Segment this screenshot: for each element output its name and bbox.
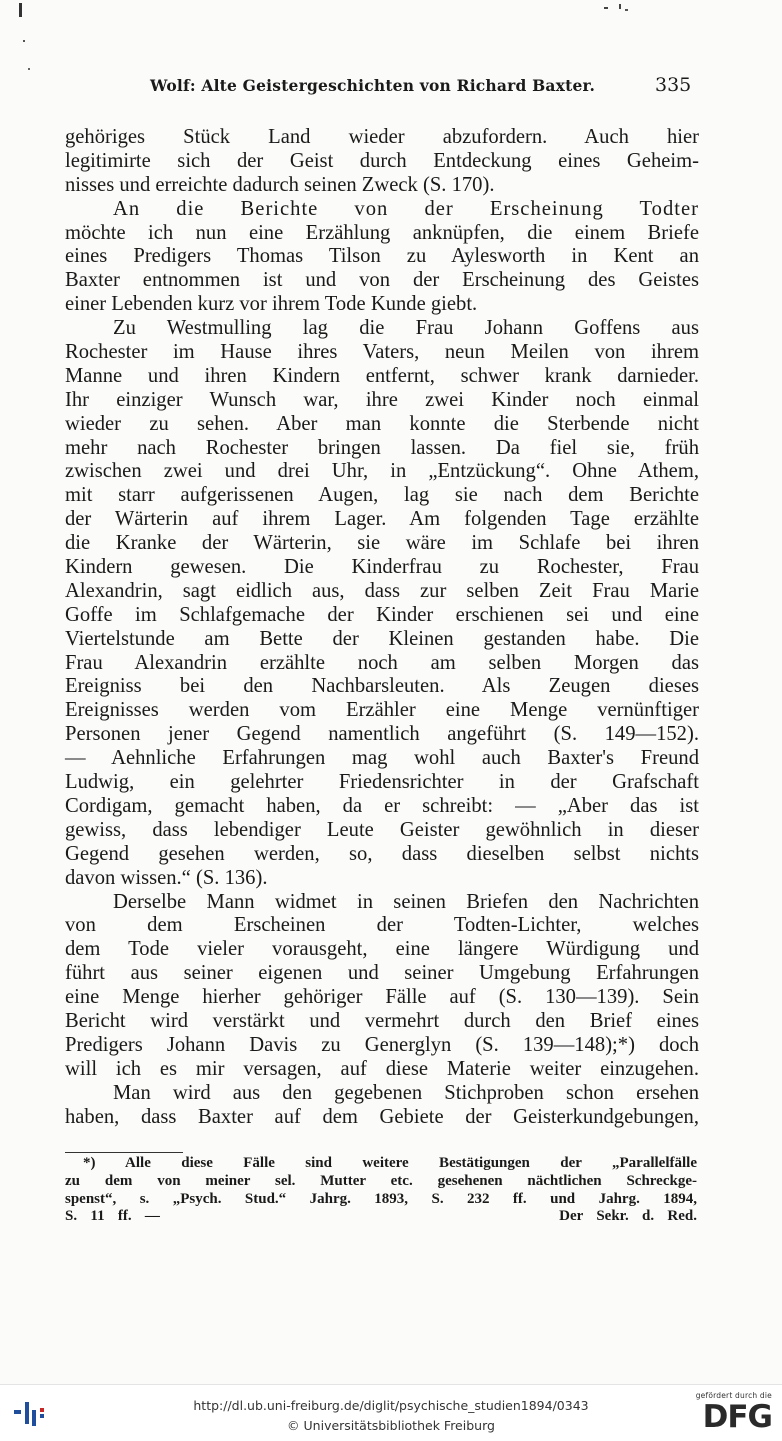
text-line: Ihr einziger Wunsch war, ihre zwei Kinder noch einmal xyxy=(65,388,699,411)
dfg-caption: gefördert durch die xyxy=(695,1391,772,1400)
text-line: Bericht wird verstärkt und vermehrt durch den Brief eines xyxy=(65,1009,699,1032)
text-line: gewiss, dass lebendiger Leute Geister gewöhnlich in dieser xyxy=(65,818,699,841)
footnote-line: *) Alle diese Fälle sind weitere Bestätigungen der „Parallelfälle xyxy=(83,1155,697,1171)
text-line: der Wärterin auf ihrem Lager. Am folgenden Tage erzählte xyxy=(65,508,699,531)
text-line: Alexandrin, sagt eidlich aus, dass zur selben Zeit Frau Marie xyxy=(65,579,699,602)
text-line: Ereigniss bei den Nachbarsleuten. Als Zeugen dieses xyxy=(65,675,699,698)
page-number: 335 xyxy=(655,74,692,96)
text-line: Personen jener Gegend namentlich angeführt (S. 149—152). xyxy=(65,723,699,746)
footnote-line: zu dem von meiner sel. Mutter etc. gesehenen nächtlichen Schreckge- xyxy=(65,1172,697,1189)
text-line: Gegend gesehen werden, so, dass dieselben selbst nichts xyxy=(65,842,699,865)
text-line: Cordigam, gemacht haben, da er schreibt: — „Aber das ist xyxy=(65,794,699,817)
text-line: eines Predigers Thomas Tilson zu Aylesworth in Kent an xyxy=(65,245,699,268)
text-line: Zu Westmulling lag die Frau Johann Goffens aus xyxy=(113,317,699,340)
text-line: will ich es mir versagen, auf diese Materie weiter einzugehen. xyxy=(65,1057,699,1080)
text-line: möchte ich nun eine Erzählung anknüpfen, die einem Briefe xyxy=(65,221,699,244)
footnote-rule xyxy=(65,1152,183,1153)
text-line: mehr nach Rochester bringen lassen. Da fiel sie, früh xyxy=(65,436,699,459)
text-line: Derselbe Mann widmet in seinen Briefen den Nachrichten xyxy=(113,890,699,913)
text-line: mit starr aufgerissenen Augen, lag sie nach dem Berichte xyxy=(65,484,699,507)
viewer-footer xyxy=(0,1384,782,1441)
text-line: von dem Erscheinen der Todten-Lichter, welches xyxy=(65,914,699,937)
text-line: wieder zu sehen. Aber man konnte die Sterbende nicht xyxy=(65,412,699,435)
text-line: Frau Alexandrin erzählte noch am selben Morgen das xyxy=(65,651,699,674)
copyright-text: © Universitätsbibliothek Freiburg xyxy=(287,1418,495,1433)
text-line: einer Lebenden kurz vor ihrem Tode Kunde giebt. xyxy=(65,293,478,316)
text-line: nisses und erreichte dadurch seinen Zweck (S. 170). xyxy=(65,173,495,196)
body-text xyxy=(65,126,699,1129)
text-line: Predigers Johann Davis zu Generglyn (S. 139—148);*) doch xyxy=(65,1033,699,1056)
text-line: zwischen zwei und drei Uhr, in „Entzückung“. Ohne Athem, xyxy=(65,460,699,483)
text-line: Baxter entnommen ist und von der Erscheinung des Geistes xyxy=(65,269,699,292)
running-head: Wolf: Alte Geistergeschichten von Richard Baxter. xyxy=(150,76,596,95)
text-line: Rochester im Hause ihres Vaters, neun Meilen von ihrem xyxy=(65,341,699,364)
text-line: Manne und ihren Kindern entfernt, schwer krank darnieder. xyxy=(65,364,699,387)
source-url-link[interactable]: http://dl.ub.uni-freiburg.de/diglit/psychische_studien1894/0343 xyxy=(193,1398,589,1413)
dfg-logo: DFG xyxy=(702,1399,772,1435)
text-line: gehöriges Stück Land wieder abzufordern. Auch hier xyxy=(65,126,699,148)
text-line: Man wird aus den gegebenen Stichproben schon ersehen xyxy=(113,1081,699,1104)
text-line: legitimirte sich der Geist durch Entdeckung eines Geheim- xyxy=(65,149,699,172)
text-line: — Aehnliche Erfahrungen mag wohl auch Baxter's Freund xyxy=(65,747,699,770)
text-line: eine Menge hierher gehöriger Fälle auf (S. 130—139). Sein xyxy=(65,986,699,1009)
footnote-line: S. 11 ff. — Der Sekr. d. Red. xyxy=(65,1208,697,1225)
footnote xyxy=(65,1155,697,1226)
text-line: Ludwig, ein gelehrter Friedensrichter in der Grafschaft xyxy=(65,771,699,794)
text-line: haben, dass Baxter auf dem Gebiete der Geisterkundgebungen, xyxy=(65,1105,699,1128)
text-line: Ereignisses werden vom Erzähler eine Menge vernünftiger xyxy=(65,699,699,722)
text-line: davon wissen.“ (S. 136). xyxy=(65,866,268,889)
scan-specks xyxy=(0,0,782,120)
footnote-line: spenst“, s. „Psych. Stud.“ Jahrg. 1893, S. 232 ff. und Jahrg. 1894, xyxy=(65,1190,697,1207)
text-line: Kindern gewesen. Die Kinderfrau zu Rochester, Frau xyxy=(65,556,699,579)
text-line: An die Berichte von der Erscheinung Todter xyxy=(113,197,699,220)
text-line: dem Tode vieler vorausgeht, eine längere Würdigung und xyxy=(65,938,699,961)
text-line: die Kranke der Wärterin, sie wäre im Schlafe bei ihren xyxy=(65,532,699,555)
text-line: führt aus seiner eigenen und seiner Umgebung Erfahrungen xyxy=(65,962,699,985)
text-line: Viertelstunde am Bette der Kleinen gestanden habe. Die xyxy=(65,627,699,650)
text-line: Goffe im Schlafgemache der Kinder erschienen sei und eine xyxy=(65,603,699,626)
